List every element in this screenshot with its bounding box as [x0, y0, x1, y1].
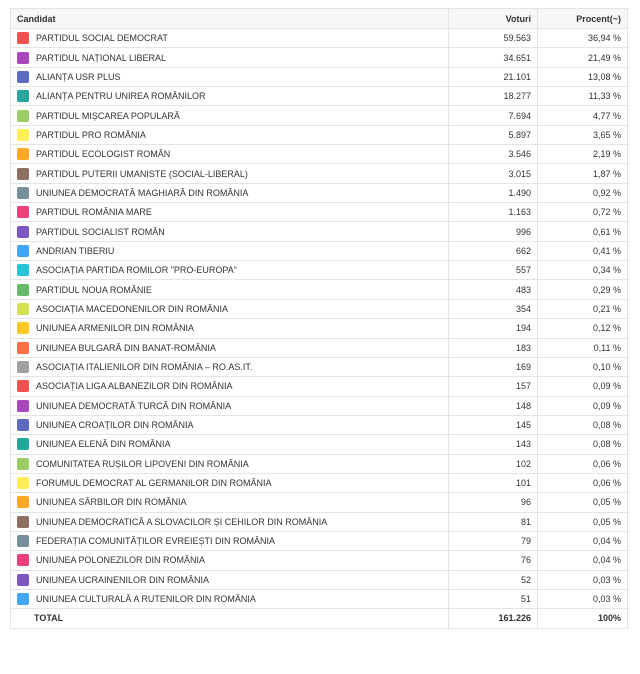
- votes-cell: 183: [449, 338, 538, 357]
- candidate-cell: [11, 551, 449, 570]
- header-candidate[interactable]: Candidat: [11, 9, 449, 29]
- table-row: [11, 106, 628, 125]
- percent-cell: 0,06 %: [538, 454, 628, 473]
- total-label: TOTAL: [11, 609, 449, 628]
- table-row: [11, 241, 628, 260]
- candidate-cell: [11, 435, 449, 454]
- table-row: [11, 454, 628, 473]
- table-row: [11, 319, 628, 338]
- candidate-name: UNIUNEA DEMOCRATĂ MAGHIARĂ DIN ROMÂNIA: [36, 187, 249, 198]
- candidate-cell: [11, 319, 449, 338]
- candidate-name: UNIUNEA CROAȚILOR DIN ROMÂNIA: [36, 420, 194, 431]
- candidate-cell: [11, 145, 449, 164]
- table-row: [11, 29, 628, 48]
- candidate-cell: [11, 531, 449, 550]
- color-swatch-icon: [17, 245, 29, 257]
- candidate-cell: [11, 415, 449, 434]
- candidate-name: ALIANȚA USR PLUS: [36, 71, 121, 82]
- votes-cell: 1.163: [449, 203, 538, 222]
- color-swatch-icon: [17, 110, 29, 122]
- candidate-name: UNIUNEA ARMENILOR DIN ROMÂNIA: [36, 323, 195, 334]
- percent-cell: 0,21 %: [538, 299, 628, 318]
- color-swatch-icon: [17, 322, 29, 334]
- total-row: [11, 609, 628, 628]
- candidate-cell: [11, 377, 449, 396]
- votes-cell: 194: [449, 319, 538, 338]
- votes-cell: 81: [449, 512, 538, 531]
- candidate-name: UNIUNEA BULGARĂ DIN BANAT-ROMÂNIA: [36, 342, 216, 353]
- percent-cell: 0,03 %: [538, 570, 628, 589]
- candidate-name: UNIUNEA ELENĂ DIN ROMÂNIA: [36, 439, 171, 450]
- color-swatch-icon: [17, 187, 29, 199]
- percent-cell: 0,11 %: [538, 338, 628, 357]
- candidate-name: PARTIDUL PUTERII UMANISTE (SOCIAL-LIBERAL): [36, 168, 248, 179]
- table-row: [11, 87, 628, 106]
- candidate-cell: [11, 396, 449, 415]
- percent-cell: 0,08 %: [538, 435, 628, 454]
- percent-cell: 0,92 %: [538, 183, 628, 202]
- candidate-cell: [11, 67, 449, 86]
- table-row: [11, 338, 628, 357]
- votes-cell: 76: [449, 551, 538, 570]
- candidate-cell: [11, 203, 449, 222]
- candidate-name: PARTIDUL ROMÂNIA MARE: [36, 207, 152, 218]
- candidate-cell: [11, 48, 449, 67]
- votes-cell: 96: [449, 493, 538, 512]
- percent-cell: 0,61 %: [538, 222, 628, 241]
- candidate-name: UNIUNEA SÂRBILOR DIN ROMÂNIA: [36, 497, 187, 508]
- votes-cell: 662: [449, 241, 538, 260]
- percent-cell: 0,08 %: [538, 415, 628, 434]
- color-swatch-icon: [17, 32, 29, 44]
- votes-cell: 157: [449, 377, 538, 396]
- votes-cell: 1.490: [449, 183, 538, 202]
- candidate-name: PARTIDUL SOCIAL DEMOCRAT: [36, 33, 168, 44]
- votes-cell: 18.277: [449, 87, 538, 106]
- table-row: [11, 357, 628, 376]
- votes-cell: 21.101: [449, 67, 538, 86]
- color-swatch-icon: [17, 419, 29, 431]
- candidate-name: PARTIDUL NOUA ROMÂNIE: [36, 284, 152, 295]
- table-row: [11, 512, 628, 531]
- candidate-cell: [11, 125, 449, 144]
- table-row: [11, 493, 628, 512]
- color-swatch-icon: [17, 458, 29, 470]
- table-row: [11, 261, 628, 280]
- color-swatch-icon: [17, 400, 29, 412]
- table-row: [11, 203, 628, 222]
- candidate-name: PARTIDUL MIȘCAREA POPULARĂ: [36, 110, 180, 121]
- percent-cell: 0,72 %: [538, 203, 628, 222]
- percent-cell: 3,65 %: [538, 125, 628, 144]
- percent-cell: 0,04 %: [538, 551, 628, 570]
- color-swatch-icon: [17, 303, 29, 315]
- table-row: [11, 280, 628, 299]
- color-swatch-icon: [17, 554, 29, 566]
- percent-cell: 0,03 %: [538, 589, 628, 608]
- candidate-cell: [11, 338, 449, 357]
- table-row: [11, 164, 628, 183]
- color-swatch-icon: [17, 264, 29, 276]
- percent-cell: 0,10 %: [538, 357, 628, 376]
- percent-cell: 0,05 %: [538, 512, 628, 531]
- votes-cell: 59.563: [449, 29, 538, 48]
- color-swatch-icon: [17, 516, 29, 528]
- table-row: [11, 435, 628, 454]
- votes-cell: 3.546: [449, 145, 538, 164]
- candidate-name: UNIUNEA POLONEZILOR DIN ROMÂNIA: [36, 555, 206, 566]
- candidate-name: ANDRIAN TIBERIU: [36, 245, 115, 256]
- table-row: [11, 183, 628, 202]
- votes-cell: 7.694: [449, 106, 538, 125]
- candidate-name: ASOCIAȚIA LIGA ALBANEZILOR DIN ROMÂNIA: [36, 381, 233, 392]
- votes-cell: 102: [449, 454, 538, 473]
- candidate-cell: [11, 29, 449, 48]
- votes-cell: 169: [449, 357, 538, 376]
- votes-cell: 34.651: [449, 48, 538, 67]
- color-swatch-icon: [17, 148, 29, 160]
- percent-cell: 0,41 %: [538, 241, 628, 260]
- color-swatch-icon: [17, 438, 29, 450]
- table-row: [11, 299, 628, 318]
- candidate-name: FEDERAȚIA COMUNITĂȚILOR EVREIEȘTI DIN ROMÂNIA: [36, 536, 276, 547]
- results-table: [10, 8, 628, 629]
- color-swatch-icon: [17, 129, 29, 141]
- total-percent: 100%: [538, 609, 628, 628]
- color-swatch-icon: [17, 361, 29, 373]
- candidate-name: PARTIDUL PRO ROMÂNIA: [36, 129, 146, 140]
- table-row: [11, 222, 628, 241]
- candidate-cell: [11, 280, 449, 299]
- candidate-name: ASOCIAȚIA ITALIENILOR DIN ROMÂNIA – RO.AS.IT.: [36, 362, 253, 373]
- percent-cell: 0,05 %: [538, 493, 628, 512]
- percent-cell: 0,09 %: [538, 396, 628, 415]
- votes-cell: 3.015: [449, 164, 538, 183]
- color-swatch-icon: [17, 496, 29, 508]
- candidate-cell: [11, 570, 449, 589]
- color-swatch-icon: [17, 380, 29, 392]
- candidate-name: FORUMUL DEMOCRAT AL GERMANILOR DIN ROMÂNIA: [36, 478, 272, 489]
- candidate-cell: [11, 454, 449, 473]
- candidate-cell: [11, 299, 449, 318]
- total-votes: 161.226: [449, 609, 538, 628]
- percent-cell: 0,12 %: [538, 319, 628, 338]
- votes-cell: 354: [449, 299, 538, 318]
- table-row: [11, 551, 628, 570]
- votes-cell: 557: [449, 261, 538, 280]
- candidate-name: UNIUNEA CULTURALĂ A RUTENILOR DIN ROMÂNIA: [36, 594, 256, 605]
- header-percent[interactable]: Procent(~): [538, 9, 628, 29]
- table-row: [11, 473, 628, 492]
- candidate-name: UNIUNEA DEMOCRATĂ TURCĂ DIN ROMÂNIA: [36, 400, 232, 411]
- table-row: [11, 396, 628, 415]
- table-row: [11, 589, 628, 608]
- percent-cell: 0,29 %: [538, 280, 628, 299]
- percent-cell: 0,09 %: [538, 377, 628, 396]
- candidate-cell: [11, 87, 449, 106]
- color-swatch-icon: [17, 593, 29, 605]
- color-swatch-icon: [17, 168, 29, 180]
- votes-cell: 996: [449, 222, 538, 241]
- color-swatch-icon: [17, 52, 29, 64]
- candidate-cell: [11, 164, 449, 183]
- candidate-name: PARTIDUL SOCIALIST ROMÂN: [36, 226, 165, 237]
- candidate-cell: [11, 512, 449, 531]
- votes-cell: 483: [449, 280, 538, 299]
- color-swatch-icon: [17, 342, 29, 354]
- percent-cell: 0,04 %: [538, 531, 628, 550]
- candidate-name: PARTIDUL ECOLOGIST ROMÂN: [36, 149, 171, 160]
- candidate-name: UNIUNEA UCRAINENILOR DIN ROMÂNIA: [36, 574, 210, 585]
- candidate-cell: [11, 589, 449, 608]
- votes-cell: 148: [449, 396, 538, 415]
- color-swatch-icon: [17, 206, 29, 218]
- candidate-cell: [11, 473, 449, 492]
- color-swatch-icon: [17, 574, 29, 586]
- candidate-cell: [11, 183, 449, 202]
- candidate-name: ASOCIAȚIA MACEDONENILOR DIN ROMÂNIA: [36, 303, 229, 314]
- table-row: [11, 125, 628, 144]
- percent-cell: 36,94 %: [538, 29, 628, 48]
- candidate-cell: [11, 241, 449, 260]
- color-swatch-icon: [17, 226, 29, 238]
- table-row: [11, 67, 628, 86]
- percent-cell: 11,33 %: [538, 87, 628, 106]
- color-swatch-icon: [17, 90, 29, 102]
- percent-cell: 1,87 %: [538, 164, 628, 183]
- table-row: [11, 531, 628, 550]
- votes-cell: 52: [449, 570, 538, 589]
- table-body: [11, 29, 628, 609]
- color-swatch-icon: [17, 477, 29, 489]
- candidate-name: COMUNITATEA RUȘILOR LIPOVENI DIN ROMÂNIA: [36, 458, 249, 469]
- percent-cell: 21,49 %: [538, 48, 628, 67]
- percent-cell: 13,08 %: [538, 67, 628, 86]
- color-swatch-icon: [17, 284, 29, 296]
- candidate-name: ASOCIAȚIA PARTIDA ROMILOR "PRO-EUROPA": [36, 265, 237, 276]
- percent-cell: 4,77 %: [538, 106, 628, 125]
- candidate-cell: [11, 493, 449, 512]
- table-row: [11, 415, 628, 434]
- candidate-cell: [11, 222, 449, 241]
- color-swatch-icon: [17, 535, 29, 547]
- table-row: [11, 145, 628, 164]
- votes-cell: 145: [449, 415, 538, 434]
- candidate-name: UNIUNEA DEMOCRATICĂ A SLOVACILOR ȘI CEHILOR DIN ROMÂNIA: [36, 516, 328, 527]
- table-row: [11, 570, 628, 589]
- candidate-name: ALIANȚA PENTRU UNIREA ROMÂNILOR: [36, 91, 206, 102]
- percent-cell: 0,34 %: [538, 261, 628, 280]
- color-swatch-icon: [17, 71, 29, 83]
- candidate-cell: [11, 106, 449, 125]
- votes-cell: 101: [449, 473, 538, 492]
- votes-cell: 5.897: [449, 125, 538, 144]
- table-header-row: [11, 9, 628, 29]
- percent-cell: 0,06 %: [538, 473, 628, 492]
- candidate-cell: [11, 357, 449, 376]
- header-votes[interactable]: Voturi: [449, 9, 538, 29]
- table-row: [11, 48, 628, 67]
- candidate-name: PARTIDUL NAȚIONAL LIBERAL: [36, 52, 167, 63]
- votes-cell: 79: [449, 531, 538, 550]
- votes-cell: 51: [449, 589, 538, 608]
- percent-cell: 2,19 %: [538, 145, 628, 164]
- votes-cell: 143: [449, 435, 538, 454]
- table-row: [11, 377, 628, 396]
- candidate-cell: [11, 261, 449, 280]
